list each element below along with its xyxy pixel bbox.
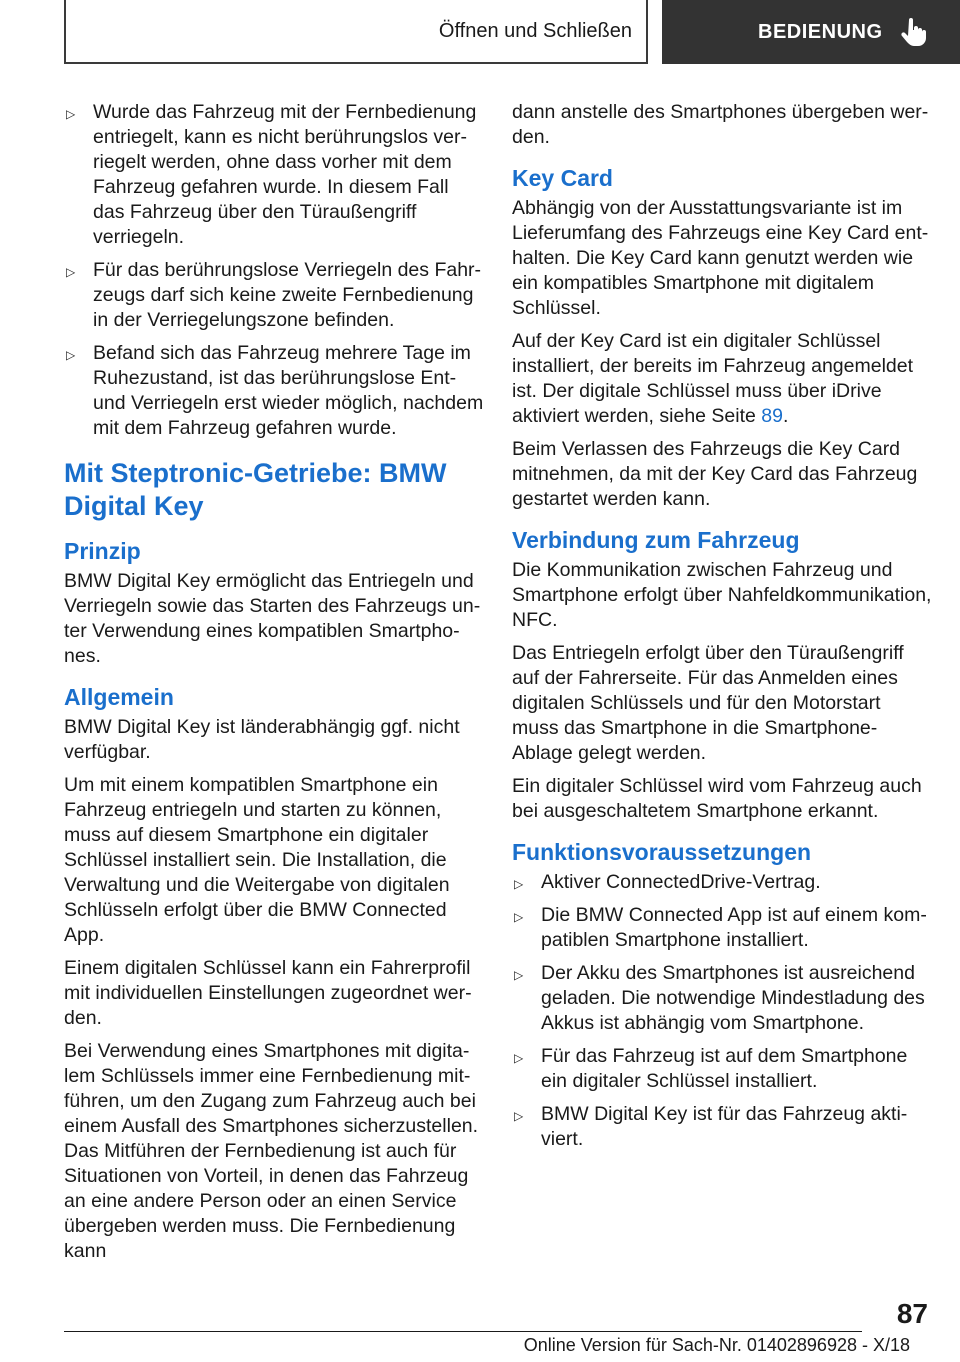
triangle-bullet-icon: ▷ [514, 1051, 524, 1065]
triangle-bullet-icon: ▷ [514, 968, 524, 982]
list-item-text: Der Akku des Smartphones ist ausreichend geladen. Die notwendige Mindestladung des Akkus ist abhängig vom Smartphone. [541, 962, 925, 1034]
triangle-bullet-icon: ▷ [66, 265, 76, 279]
heading-key-card: Key Card [512, 165, 613, 191]
triangle-bullet-icon: ▷ [514, 910, 524, 924]
paragraph-key-card-1: Abhängig von der Ausstattungsvariante ist im Lieferumfang des Fahrzeugs eine Key Card enthalten. Die Key Card kann genutzt werden wie ein kompatibles Smartphone mit digitalem Schlüssel. [512, 197, 929, 319]
bullet-list-top [64, 100, 484, 441]
heading-digital-key: Mit Steptronic-Getriebe: BMW Digital Key [64, 458, 447, 521]
page-reference-link[interactable]: 89 [761, 405, 783, 427]
list-item-text: Die BMW Connected App ist auf einem kompatiblen Smartphone installiert. [541, 904, 927, 951]
list-item [512, 903, 932, 953]
list-item [64, 100, 484, 250]
list-item [64, 341, 484, 441]
heading-verbindung: Verbindung zum Fahrzeug [512, 527, 800, 553]
list-item-text: Wurde das Fahrzeug mit der Fernbedienung entriegelt, kann es nicht berührungslos verriegelt werden, ohne dass vorher mit dem Fahrzeug gefahren wurde. In diesem Fall das Fahrzeug über den Türaußengriff verriegeln. [93, 101, 477, 248]
list-item [512, 961, 932, 1036]
list-item [512, 1044, 932, 1094]
paragraph-allgemein-3: Einem digitalen Schlüssel kann ein Fahrerprofil mit individuellen Einstellungen zugeordnet werden. [64, 957, 472, 1029]
paragraph-verbindung-3: Ein digitaler Schlüssel wird vom Fahrzeug auch bei ausgeschaltetem Smartphone erkannt. [512, 775, 922, 822]
header-section-box [64, 0, 648, 64]
paragraph-allgemein-1: BMW Digital Key ist länderabhängig ggf. nicht verfügbar. [64, 716, 460, 763]
triangle-bullet-icon: ▷ [66, 107, 76, 121]
list-item-text: Befand sich das Fahrzeug mehrere Tage im Ruhezustand, ist das berührungslose Ent- und Verriegeln erst wieder möglich, nachdem mit dem Fahrzeug gefahren wurde. [93, 342, 484, 439]
right-column [512, 100, 932, 1160]
heading-funktionsvoraussetzungen: Funktionsvoraussetzungen [512, 839, 812, 865]
paragraph-key-card-2 [512, 329, 932, 429]
paragraph-key-card-2-text: Auf der Key Card ist ein digitaler Schlüssel installiert, der bereits im Fahrzeug angemeldet ist. Der digitale Schlüssel muss über iDrive aktiviert werden, siehe Seite [512, 330, 914, 427]
list-item [64, 258, 484, 333]
list-item-text: Für das Fahrzeug ist auf dem Smartphone ein digitaler Schlüssel installiert. [541, 1045, 908, 1092]
paragraph-prinzip: BMW Digital Key ermöglicht das Entriegeln und Verriegeln sowie das Starten des Fahrzeugs unter Verwendung eines kompatiblen Smartphones. [64, 570, 481, 667]
pointing-hand-icon [901, 18, 927, 46]
paragraph-allgemein-4: Bei Verwendung eines Smartphones mit digitalem Schlüssels immer eine Fernbedienung mitführen, um den Zugang zum Fahrzeug auch bei einem Ausfall des Smartphones sicherzustellen. Das Mitführen der Fernbedienung ist auch für Situationen von Vorteil, in denen das Fahrzeug an eine andere Person oder an einen Service übergeben werden muss. Die Fernbedienung kann [64, 1040, 479, 1262]
list-item-text: BMW Digital Key ist für das Fahrzeug aktiviert. [541, 1103, 908, 1150]
paragraph-verbindung-2: Das Entriegeln erfolgt über den Türaußengriff auf der Fahrerseite. Für das Anmelden eines digitalen Schlüssels und für den Motorstart muss das Smartphone in die Smartphone-Ablage gelegt werden. [512, 642, 904, 764]
footer-version-text: Online Version für Sach-Nr. 01402896928 - X/18 [523, 1335, 910, 1355]
list-item-text: Aktiver ConnectedDrive-Vertrag. [541, 871, 821, 893]
chapter-tab[interactable] [662, 0, 960, 64]
heading-allgemein: Allgemein [64, 684, 174, 710]
paragraph-verbindung-1: Die Kommunikation zwischen Fahrzeug und Smartphone erfolgt über Nahfeldkommunikation, NFC. [512, 559, 932, 631]
paragraph-continued: dann anstelle des Smartphones übergeben werden. [512, 101, 929, 148]
triangle-bullet-icon: ▷ [514, 877, 524, 891]
list-item [512, 870, 932, 895]
triangle-bullet-icon: ▷ [514, 1109, 524, 1123]
bullet-list-requirements [512, 870, 932, 1152]
heading-prinzip: Prinzip [64, 538, 141, 564]
chapter-tab-label: BEDIENUNG [758, 20, 883, 43]
list-item-text: Für das berührungslose Verriegeln des Fahrzeugs darf sich keine zweite Fernbedienung in der Verriegelungszone befinden. [93, 259, 482, 331]
footer-divider [64, 1331, 862, 1332]
list-item [512, 1102, 932, 1152]
section-title: Öffnen und Schließen [438, 19, 632, 42]
page-number: 87 [896, 1298, 928, 1329]
triangle-bullet-icon: ▷ [66, 348, 76, 362]
paragraph-allgemein-2: Um mit einem kompatiblen Smartphone ein Fahrzeug entriegeln und starten zu können, muss auf diesem Smartphone ein digitaler Schlüssel installiert sein. Die Installation, die Verwaltung und die Weitergabe von digitalen Schlüsseln erfolgt über die BMW Connected App. [64, 774, 450, 946]
left-column [64, 100, 484, 1272]
paragraph-key-card-2-end: . [783, 405, 789, 427]
paragraph-key-card-3: Beim Verlassen des Fahrzeugs die Key Card mitnehmen, da mit der Key Card das Fahrzeug gestartet werden kann. [512, 438, 918, 510]
